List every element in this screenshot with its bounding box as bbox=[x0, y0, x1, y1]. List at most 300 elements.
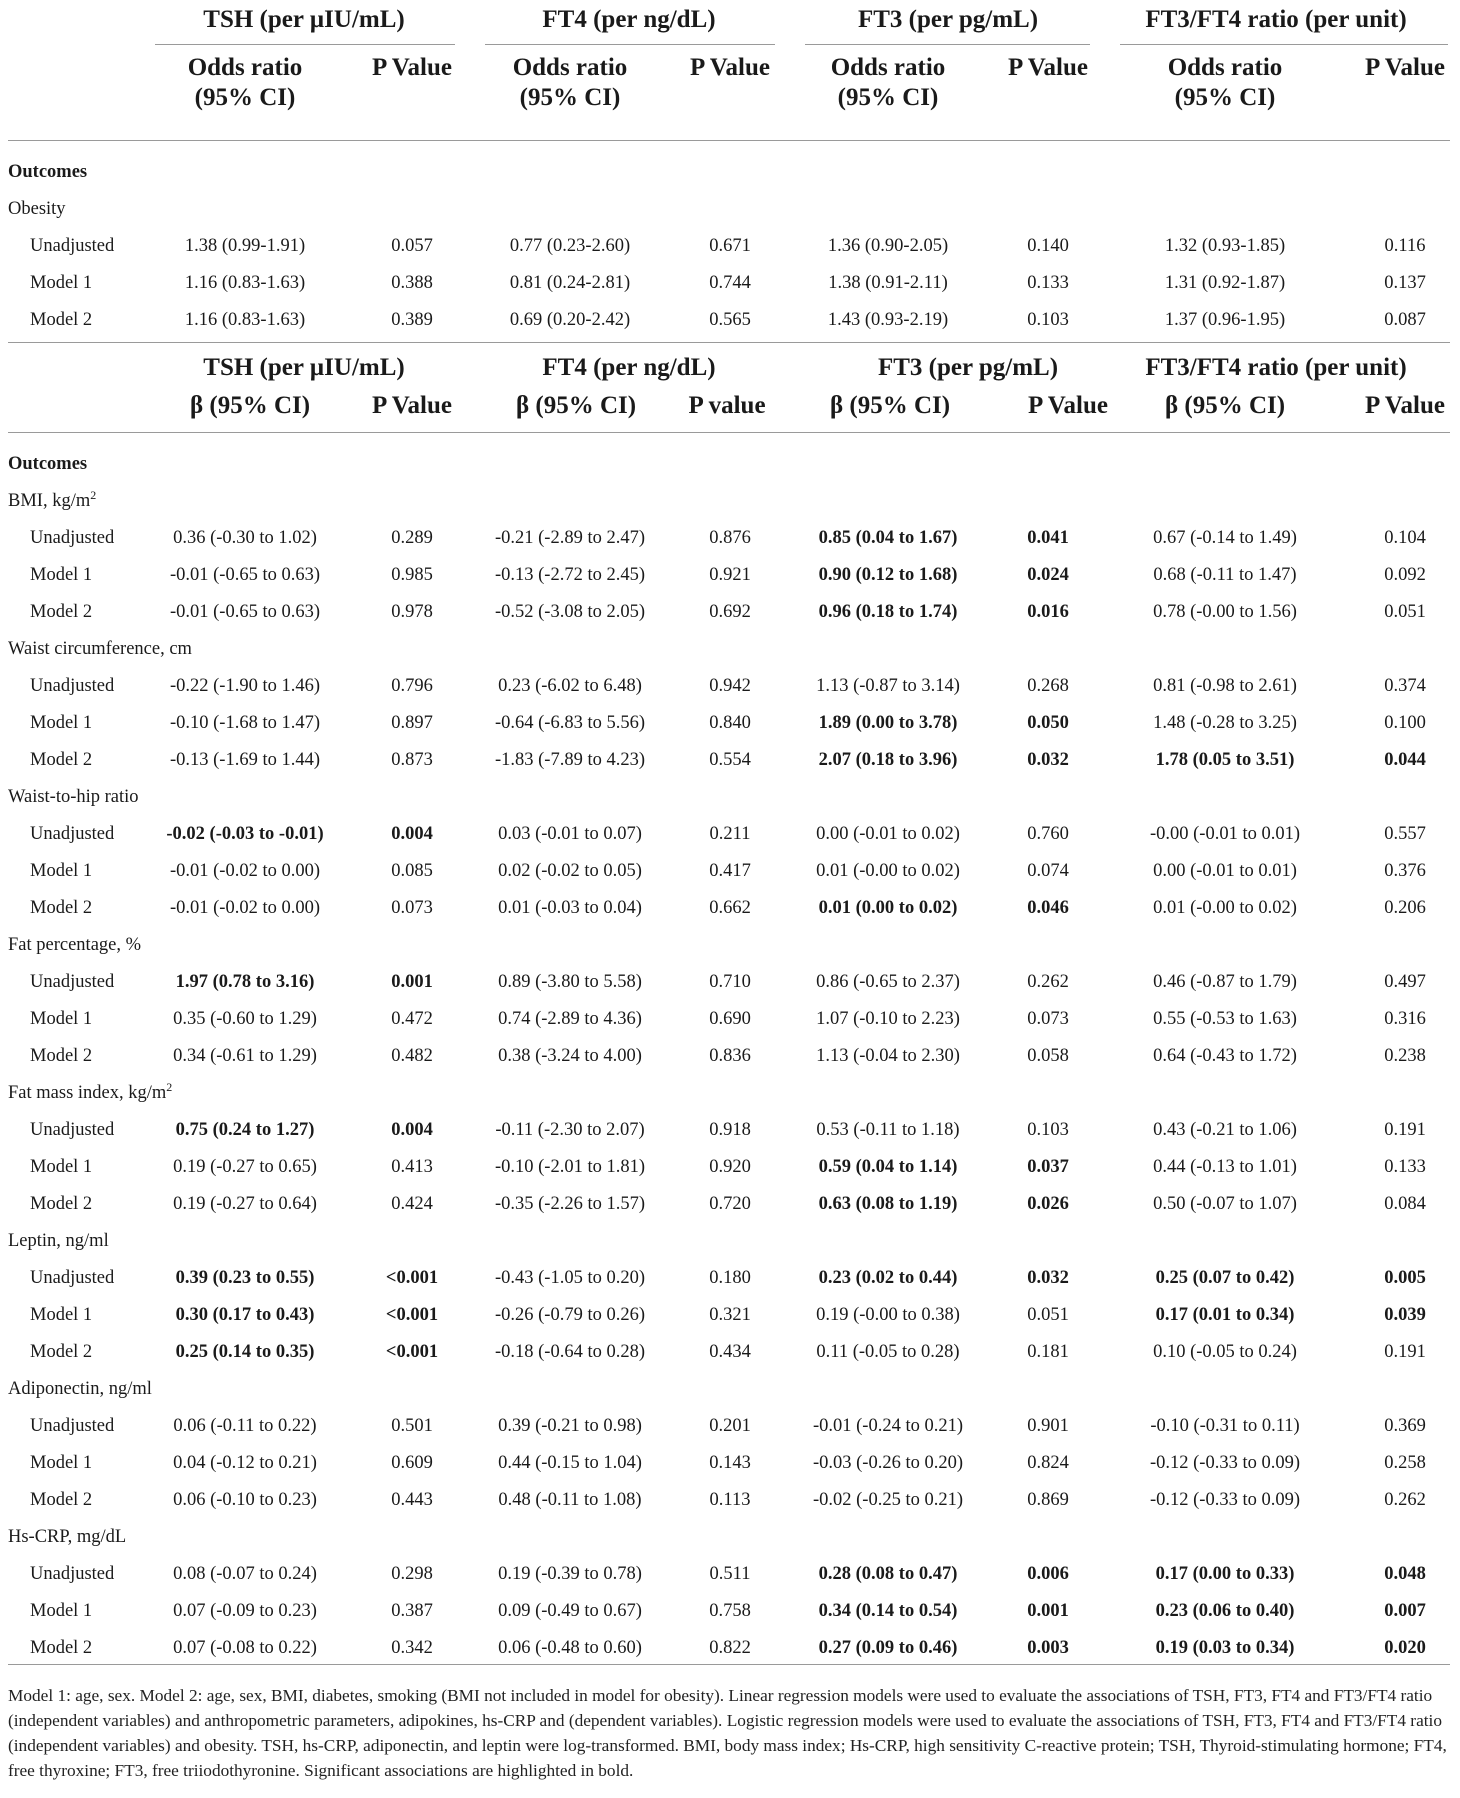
estimate-cell: -0.01 (-0.65 to 0.63) bbox=[169, 602, 321, 622]
p-value-cell: 0.690 bbox=[709, 1009, 751, 1029]
p-value-cell: 0.051 bbox=[1027, 1305, 1069, 1325]
p-value-cell: 0.191 bbox=[1384, 1120, 1426, 1140]
estimate-cell: 0.59 (0.04 to 1.14) bbox=[818, 1157, 958, 1177]
estimate-cell: 1.16 (0.83-1.63) bbox=[184, 310, 306, 330]
row-label: Model 1 bbox=[30, 1157, 93, 1177]
section-label-text: Waist circumference, cm bbox=[8, 639, 192, 659]
group-header-rule bbox=[485, 44, 775, 45]
p-value-cell: 0.044 bbox=[1384, 750, 1426, 770]
p-value-cell: 0.137 bbox=[1384, 273, 1426, 293]
p-value-cell: 0.050 bbox=[1027, 713, 1069, 733]
section-divider-rule bbox=[8, 342, 1450, 343]
p-value-cell: 0.918 bbox=[709, 1120, 751, 1140]
estimate-cell: 0.43 (-0.21 to 1.06) bbox=[1153, 1120, 1297, 1140]
odds-ratio-header bbox=[831, 53, 946, 113]
p-value-cell: 0.004 bbox=[391, 824, 433, 844]
row-label: Unadjusted bbox=[30, 1564, 115, 1584]
p-value-cell: 0.113 bbox=[709, 1490, 751, 1510]
estimate-cell: 1.97 (0.78 to 3.16) bbox=[175, 972, 315, 992]
beta-ci-header: β (95% CI) bbox=[1164, 392, 1286, 419]
estimate-cell: 0.46 (-0.87 to 1.79) bbox=[1153, 972, 1297, 992]
p-value-cell: 0.720 bbox=[709, 1194, 751, 1214]
p-value-cell: 0.758 bbox=[709, 1601, 751, 1621]
estimate-cell: 0.53 (-0.11 to 1.18) bbox=[816, 1120, 960, 1140]
estimate-cell: 0.04 (-0.12 to 0.21) bbox=[173, 1453, 317, 1473]
row-label: Model 1 bbox=[30, 713, 93, 733]
estimate-cell: 0.34 (0.14 to 0.54) bbox=[818, 1601, 958, 1621]
p-value-cell: 0.001 bbox=[1027, 1601, 1069, 1621]
estimate-cell: 0.68 (-0.11 to 1.47) bbox=[1153, 565, 1297, 585]
odds-ratio-label: Odds ratio bbox=[830, 54, 946, 81]
p-value-cell: 0.662 bbox=[709, 898, 751, 918]
p-value-cell: 0.388 bbox=[391, 273, 433, 293]
p-value-header: P value bbox=[688, 392, 766, 419]
estimate-cell: 0.06 (-0.11 to 0.22) bbox=[173, 1416, 317, 1436]
section-label bbox=[8, 640, 192, 659]
section-label-text: Hs-CRP, mg/dL bbox=[8, 1527, 127, 1547]
p-value-cell: 0.289 bbox=[391, 528, 433, 548]
p-value-cell: 0.211 bbox=[709, 824, 751, 844]
odds-ratio-label: Odds ratio bbox=[512, 54, 628, 81]
estimate-cell: -0.12 (-0.33 to 0.09) bbox=[1149, 1453, 1301, 1473]
p-value-cell: 0.389 bbox=[391, 310, 433, 330]
row-label: Model 2 bbox=[30, 310, 93, 330]
estimate-cell: 0.81 (-0.98 to 2.61) bbox=[1153, 676, 1297, 696]
p-value-header: P Value bbox=[1028, 392, 1108, 419]
p-value-cell: 0.191 bbox=[1384, 1342, 1426, 1362]
estimate-cell: -0.52 (-3.08 to 2.05) bbox=[494, 602, 646, 622]
p-value-cell: 0.374 bbox=[1384, 676, 1426, 696]
estimate-cell: 0.63 (0.08 to 1.19) bbox=[818, 1194, 958, 1214]
p-value-cell: 0.007 bbox=[1384, 1601, 1426, 1621]
section-label bbox=[8, 788, 139, 807]
p-value-cell: 0.092 bbox=[1384, 565, 1426, 585]
p-value-cell: 0.387 bbox=[391, 1601, 433, 1621]
p-value-cell: 0.020 bbox=[1384, 1638, 1426, 1658]
estimate-cell: 1.78 (0.05 to 3.51) bbox=[1155, 750, 1295, 770]
estimate-cell: -0.21 (-2.89 to 2.47) bbox=[494, 528, 646, 548]
estimate-cell: 1.16 (0.83-1.63) bbox=[184, 273, 306, 293]
section-label-text: Leptin, ng/ml bbox=[8, 1231, 109, 1251]
estimate-cell: -0.11 (-2.30 to 2.07) bbox=[495, 1120, 645, 1140]
p-value-cell: 0.103 bbox=[1027, 1120, 1069, 1140]
estimate-cell: 0.25 (0.07 to 0.42) bbox=[1155, 1268, 1295, 1288]
p-value-cell: 0.206 bbox=[1384, 898, 1426, 918]
estimate-cell: 0.30 (0.17 to 0.43) bbox=[175, 1305, 315, 1325]
p-value-cell: 0.413 bbox=[391, 1157, 433, 1177]
p-value-header: P Value bbox=[1365, 392, 1445, 419]
estimate-cell: 0.23 (-6.02 to 6.48) bbox=[498, 676, 642, 696]
p-value-header: P Value bbox=[372, 392, 452, 419]
row-label: Model 1 bbox=[30, 861, 93, 881]
p-value-cell: 0.511 bbox=[709, 1564, 751, 1584]
estimate-cell: 2.07 (0.18 to 3.96) bbox=[818, 750, 958, 770]
row-label: Model 1 bbox=[30, 1305, 93, 1325]
p-value-cell: 0.497 bbox=[1384, 972, 1426, 992]
estimate-cell: 1.07 (-0.10 to 2.23) bbox=[816, 1009, 960, 1029]
estimate-cell: 0.02 (-0.02 to 0.05) bbox=[498, 861, 642, 881]
p-value-cell: 0.978 bbox=[391, 602, 433, 622]
estimate-cell: 0.48 (-0.11 to 1.08) bbox=[498, 1490, 642, 1510]
estimate-cell: 0.85 (0.04 to 1.67) bbox=[818, 528, 958, 548]
estimate-cell: 1.36 (0.90-2.05) bbox=[827, 236, 949, 256]
estimate-cell: 0.90 (0.12 to 1.68) bbox=[818, 565, 958, 585]
estimate-cell: 0.27 (0.09 to 0.46) bbox=[818, 1638, 958, 1658]
p-value-header: P Value bbox=[372, 54, 452, 81]
estimate-cell: 1.37 (0.96-1.95) bbox=[1164, 310, 1286, 330]
p-value-cell: 0.058 bbox=[1027, 1046, 1069, 1066]
p-value-cell: 0.321 bbox=[709, 1305, 751, 1325]
row-label: Model 2 bbox=[30, 1490, 93, 1510]
estimate-cell: -1.83 (-7.89 to 4.23) bbox=[494, 750, 646, 770]
estimate-cell: 0.08 (-0.07 to 0.24) bbox=[173, 1564, 317, 1584]
odds-ratio-label: Odds ratio bbox=[1167, 54, 1283, 81]
p-value-cell: 0.692 bbox=[709, 602, 751, 622]
p-value-cell: 0.100 bbox=[1384, 713, 1426, 733]
estimate-cell: 0.75 (0.24 to 1.27) bbox=[175, 1120, 315, 1140]
p-value-cell: 0.201 bbox=[709, 1416, 751, 1436]
section-label-text: BMI, kg/m bbox=[8, 491, 91, 511]
section-label bbox=[8, 1528, 126, 1547]
beta-ci-header: β (95% CI) bbox=[829, 392, 951, 419]
p-value-cell: 0.836 bbox=[709, 1046, 751, 1066]
p-value-cell: 0.921 bbox=[709, 565, 751, 585]
p-value-cell: 0.104 bbox=[1384, 528, 1426, 548]
p-value-cell: 0.501 bbox=[391, 1416, 433, 1436]
odds-ratio-header bbox=[1168, 53, 1283, 113]
p-value-cell: 0.443 bbox=[391, 1490, 433, 1510]
estimate-cell: 0.03 (-0.01 to 0.07) bbox=[498, 824, 642, 844]
p-value-cell: 0.920 bbox=[709, 1157, 751, 1177]
estimate-cell: -0.01 (-0.24 to 0.21) bbox=[812, 1416, 964, 1436]
row-label: Model 2 bbox=[30, 1194, 93, 1214]
column-group-header: FT3 (per pg/mL) bbox=[857, 6, 1039, 33]
estimate-cell: 0.78 (-0.00 to 1.56) bbox=[1153, 602, 1297, 622]
odds-ratio-header bbox=[513, 53, 628, 113]
estimate-cell: 0.06 (-0.48 to 0.60) bbox=[498, 1638, 642, 1658]
p-value-cell: 0.032 bbox=[1027, 1268, 1069, 1288]
estimate-cell: 0.07 (-0.09 to 0.23) bbox=[173, 1601, 317, 1621]
p-value-cell: 0.417 bbox=[709, 861, 751, 881]
row-label: Model 2 bbox=[30, 1638, 93, 1658]
estimate-cell: 0.44 (-0.15 to 1.04) bbox=[498, 1453, 642, 1473]
estimate-cell: -0.01 (-0.02 to 0.00) bbox=[169, 861, 321, 881]
row-label: Model 1 bbox=[30, 565, 93, 585]
row-label: Unadjusted bbox=[30, 972, 115, 992]
p-value-cell: 0.073 bbox=[1027, 1009, 1069, 1029]
section-label bbox=[8, 1232, 109, 1251]
estimate-cell: 0.23 (0.06 to 0.40) bbox=[1155, 1601, 1295, 1621]
estimate-cell: 0.25 (0.14 to 0.35) bbox=[175, 1342, 315, 1362]
p-value-cell: 0.268 bbox=[1027, 676, 1069, 696]
p-value-cell: 0.103 bbox=[1027, 310, 1069, 330]
estimate-cell: -0.13 (-1.69 to 1.44) bbox=[169, 750, 321, 770]
p-value-cell: 0.342 bbox=[391, 1638, 433, 1658]
section-label-text: Fat mass index, kg/m bbox=[8, 1083, 167, 1103]
estimate-cell: 0.38 (-3.24 to 4.00) bbox=[498, 1046, 642, 1066]
odds-ratio-header bbox=[188, 53, 303, 113]
p-value-cell: 0.057 bbox=[391, 236, 433, 256]
p-value-cell: 0.796 bbox=[391, 676, 433, 696]
estimate-cell: 1.43 (0.93-2.19) bbox=[827, 310, 949, 330]
estimate-cell: 0.17 (0.00 to 0.33) bbox=[1155, 1564, 1295, 1584]
p-value-header: P Value bbox=[1008, 54, 1088, 81]
row-label: Model 1 bbox=[30, 1453, 93, 1473]
p-value-cell: 0.434 bbox=[709, 1342, 751, 1362]
estimate-cell: 0.10 (-0.05 to 0.24) bbox=[1153, 1342, 1297, 1362]
section-label-text: Adiponectin, ng/ml bbox=[8, 1379, 152, 1399]
section-label bbox=[8, 936, 141, 955]
ci-label: (95% CI) bbox=[1174, 84, 1276, 111]
p-value-cell: 0.316 bbox=[1384, 1009, 1426, 1029]
estimate-cell: 0.39 (0.23 to 0.55) bbox=[175, 1268, 315, 1288]
estimate-cell: -0.03 (-0.26 to 0.20) bbox=[812, 1453, 964, 1473]
estimate-cell: -0.12 (-0.33 to 0.09) bbox=[1149, 1490, 1301, 1510]
section-label: Obesity bbox=[8, 199, 66, 219]
unit-superscript: 2 bbox=[90, 488, 97, 502]
row-label: Model 1 bbox=[30, 1009, 93, 1029]
ci-label: (95% CI) bbox=[519, 84, 621, 111]
p-value-cell: 0.046 bbox=[1027, 898, 1069, 918]
p-value-cell: 0.482 bbox=[391, 1046, 433, 1066]
estimate-cell: -0.10 (-0.31 to 0.11) bbox=[1150, 1416, 1300, 1436]
unit-superscript: 2 bbox=[166, 1080, 173, 1094]
row-label: Model 2 bbox=[30, 1342, 93, 1362]
estimate-cell: 0.17 (0.01 to 0.34) bbox=[1155, 1305, 1295, 1325]
p-value-cell: 0.048 bbox=[1384, 1564, 1426, 1584]
estimate-cell: -0.10 (-1.68 to 1.47) bbox=[169, 713, 321, 733]
estimate-cell: 1.31 (0.92-1.87) bbox=[1164, 273, 1286, 293]
p-value-cell: 0.942 bbox=[709, 676, 751, 696]
estimate-cell: 0.11 (-0.05 to 0.28) bbox=[816, 1342, 960, 1362]
p-value-cell: 0.824 bbox=[1027, 1453, 1069, 1473]
estimate-cell: 0.36 (-0.30 to 1.02) bbox=[173, 528, 317, 548]
p-value-cell: 0.376 bbox=[1384, 861, 1426, 881]
estimate-cell: -0.01 (-0.02 to 0.00) bbox=[169, 898, 321, 918]
column-group-header: FT3/FT4 ratio (per unit) bbox=[1145, 354, 1407, 381]
p-value-cell: 0.143 bbox=[709, 1453, 751, 1473]
p-value-cell: <0.001 bbox=[385, 1305, 439, 1325]
header-bottom-rule bbox=[8, 140, 1450, 141]
table-bottom-rule bbox=[8, 1664, 1450, 1665]
estimate-cell: 0.77 (0.23-2.60) bbox=[509, 236, 631, 256]
column-group-header: TSH (per µIU/mL) bbox=[203, 6, 405, 33]
p-value-cell: 0.085 bbox=[391, 861, 433, 881]
row-label: Unadjusted bbox=[30, 1120, 115, 1140]
estimate-cell: 1.32 (0.93-1.85) bbox=[1164, 236, 1286, 256]
p-value-cell: 0.869 bbox=[1027, 1490, 1069, 1510]
estimate-cell: -0.10 (-2.01 to 1.81) bbox=[494, 1157, 646, 1177]
estimate-cell: 0.09 (-0.49 to 0.67) bbox=[498, 1601, 642, 1621]
estimate-cell: 0.00 (-0.01 to 0.02) bbox=[816, 824, 960, 844]
estimate-cell: 0.67 (-0.14 to 1.49) bbox=[1153, 528, 1297, 548]
p-value-cell: 0.140 bbox=[1027, 236, 1069, 256]
group-header-rule bbox=[155, 44, 455, 45]
estimate-cell: 0.19 (-0.39 to 0.78) bbox=[498, 1564, 642, 1584]
p-value-cell: 0.671 bbox=[709, 236, 751, 256]
p-value-cell: 0.006 bbox=[1027, 1564, 1069, 1584]
p-value-cell: 0.181 bbox=[1027, 1342, 1069, 1362]
estimate-cell: -0.13 (-2.72 to 2.45) bbox=[494, 565, 646, 585]
row-label: Unadjusted bbox=[30, 676, 115, 696]
p-value-cell: 0.001 bbox=[391, 972, 433, 992]
estimate-cell: 1.13 (-0.04 to 2.30) bbox=[816, 1046, 960, 1066]
estimate-cell: 0.01 (0.00 to 0.02) bbox=[818, 898, 958, 918]
table-footnote: Model 1: age, sex. Model 2: age, sex, BMI, diabetes, smoking (BMI not included in model for obesity). Linear regression models were used to evaluate the associations of TSH, FT3, FT4 and FT3/FT4 ratio (independent variables) and anthropometric parameters, adipokines, hs-CRP and (dependent variables). Logistic regression models were used to evaluate the associations of TSH, FT3, FT4 and FT3/FT4 ratio (independent variables) and obesity. TSH, hs-CRP, adiponectin, and leptin were log-transformed. BMI, body mass index; Hs-CRP, high sensitivity C-reactive protein; TSH, Thyroid-stimulating hormone; FT4, free thyroxine; FT3, free triiodothyronine. Significant associations are highlighted in bold. bbox=[8, 1686, 1447, 1780]
estimate-cell: -0.02 (-0.03 to -0.01) bbox=[166, 824, 324, 844]
p-value-cell: 0.262 bbox=[1384, 1490, 1426, 1510]
p-value-cell: 0.133 bbox=[1384, 1157, 1426, 1177]
estimate-cell: 0.19 (-0.00 to 0.38) bbox=[816, 1305, 960, 1325]
section-label-text: Waist-to-hip ratio bbox=[8, 787, 139, 807]
estimate-cell: 0.01 (-0.03 to 0.04) bbox=[498, 898, 642, 918]
p-value-cell: 0.041 bbox=[1027, 528, 1069, 548]
column-group-header: FT3 (per pg/mL) bbox=[877, 354, 1059, 381]
estimate-cell: 0.28 (0.08 to 0.47) bbox=[818, 1564, 958, 1584]
estimate-cell: -0.01 (-0.65 to 0.63) bbox=[169, 565, 321, 585]
estimate-cell: 0.64 (-0.43 to 1.72) bbox=[1153, 1046, 1297, 1066]
estimate-cell: -0.26 (-0.79 to 0.26) bbox=[494, 1305, 646, 1325]
estimate-cell: 0.44 (-0.13 to 1.01) bbox=[1153, 1157, 1297, 1177]
estimate-cell: 0.86 (-0.65 to 2.37) bbox=[816, 972, 960, 992]
section-label bbox=[8, 1380, 152, 1399]
group-header-rule bbox=[805, 44, 1090, 45]
estimate-cell: 0.19 (-0.27 to 0.64) bbox=[173, 1194, 317, 1214]
p-value-cell: 0.710 bbox=[709, 972, 751, 992]
estimate-cell: -0.22 (-1.90 to 1.46) bbox=[169, 676, 321, 696]
section-label bbox=[8, 1080, 173, 1103]
estimate-cell: 1.48 (-0.28 to 3.25) bbox=[1153, 713, 1297, 733]
p-value-cell: 0.073 bbox=[391, 898, 433, 918]
outcomes-label: Outcomes bbox=[8, 454, 88, 474]
p-value-cell: 0.133 bbox=[1027, 273, 1069, 293]
p-value-cell: 0.016 bbox=[1027, 602, 1069, 622]
p-value-cell: 0.074 bbox=[1027, 861, 1069, 881]
p-value-cell: 0.298 bbox=[391, 1564, 433, 1584]
estimate-cell: 1.38 (0.99-1.91) bbox=[184, 236, 306, 256]
estimate-cell: 0.23 (0.02 to 0.44) bbox=[818, 1268, 958, 1288]
estimate-cell: 0.55 (-0.53 to 1.63) bbox=[1153, 1009, 1297, 1029]
p-value-cell: 0.876 bbox=[709, 528, 751, 548]
estimate-cell: 0.35 (-0.60 to 1.29) bbox=[173, 1009, 317, 1029]
estimate-cell: 0.89 (-3.80 to 5.58) bbox=[498, 972, 642, 992]
row-label: Unadjusted bbox=[30, 824, 115, 844]
p-value-cell: 0.258 bbox=[1384, 1453, 1426, 1473]
beta-ci-header: β (95% CI) bbox=[515, 392, 637, 419]
estimate-cell: 0.00 (-0.01 to 0.01) bbox=[1153, 861, 1297, 881]
p-value-cell: 0.609 bbox=[391, 1453, 433, 1473]
p-value-cell: <0.001 bbox=[385, 1342, 439, 1362]
estimate-cell: 1.38 (0.91-2.11) bbox=[828, 273, 948, 293]
estimate-cell: 0.69 (0.20-2.42) bbox=[509, 310, 631, 330]
estimate-cell: -0.35 (-2.26 to 1.57) bbox=[494, 1194, 646, 1214]
p-value-cell: 0.039 bbox=[1384, 1305, 1426, 1325]
p-value-cell: 0.760 bbox=[1027, 824, 1069, 844]
p-value-cell: 0.472 bbox=[391, 1009, 433, 1029]
p-value-cell: 0.005 bbox=[1384, 1268, 1426, 1288]
estimate-cell: -0.00 (-0.01 to 0.01) bbox=[1149, 824, 1301, 844]
column-group-header: FT4 (per ng/dL) bbox=[542, 354, 716, 381]
p-value-cell: 0.026 bbox=[1027, 1194, 1069, 1214]
estimate-cell: 0.19 (-0.27 to 0.65) bbox=[173, 1157, 317, 1177]
estimate-cell: 0.01 (-0.00 to 0.02) bbox=[816, 861, 960, 881]
section-label bbox=[8, 488, 97, 511]
outcomes-label: Outcomes bbox=[8, 162, 88, 182]
row-label: Unadjusted bbox=[30, 1416, 115, 1436]
p-value-cell: 0.024 bbox=[1027, 565, 1069, 585]
odds-ratio-label: Odds ratio bbox=[187, 54, 303, 81]
p-value-cell: 0.424 bbox=[391, 1194, 433, 1214]
p-value-cell: 0.985 bbox=[391, 565, 433, 585]
p-value-cell: 0.116 bbox=[1384, 236, 1426, 256]
p-value-cell: 0.037 bbox=[1027, 1157, 1069, 1177]
row-label: Model 2 bbox=[30, 602, 93, 622]
estimate-cell: 0.50 (-0.07 to 1.07) bbox=[1153, 1194, 1297, 1214]
p-value-cell: 0.003 bbox=[1027, 1638, 1069, 1658]
row-label: Unadjusted bbox=[30, 1268, 115, 1288]
section-label-text: Fat percentage, % bbox=[8, 935, 142, 955]
p-value-header: P Value bbox=[1365, 54, 1445, 81]
estimate-cell: 1.13 (-0.87 to 3.14) bbox=[816, 676, 960, 696]
p-value-cell: 0.032 bbox=[1027, 750, 1069, 770]
header-bottom-rule bbox=[8, 432, 1450, 433]
row-label: Model 2 bbox=[30, 750, 93, 770]
estimate-cell: -0.18 (-0.64 to 0.28) bbox=[494, 1342, 646, 1362]
p-value-cell: 0.901 bbox=[1027, 1416, 1069, 1436]
estimate-cell: 0.06 (-0.10 to 0.23) bbox=[173, 1490, 317, 1510]
p-value-cell: 0.262 bbox=[1027, 972, 1069, 992]
estimate-cell: 0.19 (0.03 to 0.34) bbox=[1155, 1638, 1295, 1658]
p-value-cell: 0.084 bbox=[1384, 1194, 1426, 1214]
row-label: Unadjusted bbox=[30, 236, 115, 256]
ci-label: (95% CI) bbox=[837, 84, 939, 111]
beta-ci-header: β (95% CI) bbox=[189, 392, 311, 419]
p-value-cell: 0.840 bbox=[709, 713, 751, 733]
estimate-cell: 0.01 (-0.00 to 0.02) bbox=[1153, 898, 1297, 918]
row-label: Model 2 bbox=[30, 1046, 93, 1066]
estimate-cell: 0.39 (-0.21 to 0.98) bbox=[498, 1416, 642, 1436]
p-value-cell: 0.554 bbox=[709, 750, 751, 770]
p-value-cell: 0.822 bbox=[709, 1638, 751, 1658]
ci-label: (95% CI) bbox=[194, 84, 296, 111]
estimate-cell: 0.96 (0.18 to 1.74) bbox=[818, 602, 958, 622]
estimate-cell: 1.89 (0.00 to 3.78) bbox=[818, 713, 958, 733]
row-label: Model 1 bbox=[30, 273, 93, 293]
p-value-cell: 0.557 bbox=[1384, 824, 1426, 844]
row-label: Unadjusted bbox=[30, 528, 115, 548]
row-label: Model 1 bbox=[30, 1601, 93, 1621]
column-group-header: FT4 (per ng/dL) bbox=[542, 6, 716, 33]
column-group-header: TSH (per µIU/mL) bbox=[203, 354, 405, 381]
column-group-header: FT3/FT4 ratio (per unit) bbox=[1145, 6, 1407, 33]
estimate-cell: -0.64 (-6.83 to 5.56) bbox=[494, 713, 646, 733]
estimate-cell: -0.43 (-1.05 to 0.20) bbox=[494, 1268, 646, 1288]
estimate-cell: 0.74 (-2.89 to 4.36) bbox=[498, 1009, 642, 1029]
estimate-cell: -0.02 (-0.25 to 0.21) bbox=[812, 1490, 964, 1510]
p-value-cell: 0.744 bbox=[709, 273, 751, 293]
p-value-header: P Value bbox=[690, 54, 770, 81]
p-value-cell: 0.180 bbox=[709, 1268, 751, 1288]
p-value-cell: 0.238 bbox=[1384, 1046, 1426, 1066]
p-value-cell: 0.051 bbox=[1384, 602, 1426, 622]
p-value-cell: <0.001 bbox=[385, 1268, 439, 1288]
estimate-cell: 0.07 (-0.08 to 0.22) bbox=[173, 1638, 317, 1658]
p-value-cell: 0.087 bbox=[1384, 310, 1426, 330]
p-value-cell: 0.369 bbox=[1384, 1416, 1426, 1436]
row-label: Model 2 bbox=[30, 898, 93, 918]
p-value-cell: 0.897 bbox=[391, 713, 433, 733]
p-value-cell: 0.873 bbox=[391, 750, 433, 770]
